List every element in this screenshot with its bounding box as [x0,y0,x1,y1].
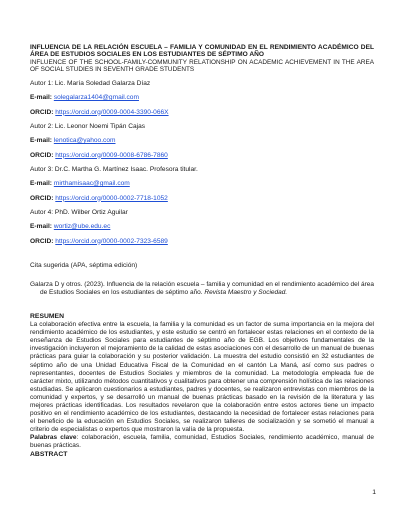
author-2-email-row [30,137,374,145]
author-1-email-link[interactable]: solegalarza1404@gmail.com [53,94,139,102]
author-2-email-link[interactable]: lenotica@yahoo.com [53,137,116,145]
page-number: 1 [372,489,376,496]
author-1-email-row [30,94,374,102]
title-spanish: INFLUENCIA DE LA RELACIÓN ESCUELA – FAMILIA Y COMUNIDAD EN EL RENDIMIENTO ACADÉMICO DEL ÁREA DE ESTUDIOS SOCIALES EN LOS ESTUDIANTES DE SÉPTIMO AÑO [30,44,374,59]
author-4-orcid-link[interactable]: https://orcid.org/0000-0002-7323-6589 [55,237,168,245]
orcid-label: ORCID: [30,151,54,159]
author-3-orcid-link[interactable]: https://orcid.org/0000-0002-7718-1052 [55,194,168,202]
author-1-orcid-link[interactable]: https://orcid.org/0009-0004-3390-066X [55,108,169,116]
author-3-email-link[interactable]: mirthamisaac@gmail.com [53,180,130,188]
email-label: E-mail: [30,94,52,102]
abstract-heading: ABSTRACT [30,450,68,458]
orcid-label: ORCID: [30,194,54,202]
author-1: Autor 1: Lic. María Soledad Galarza Díaz [30,79,151,87]
title-english: INFLUENCE OF THE SCHOOL-FAMILY-COMMUNITY RELATIONSHIP ON ACADEMIC ACHIEVEMENT IN THE AREA OF SOCIAL STUDIES IN SEVENTH GRADE STUDENTS [30,58,374,74]
orcid-label: ORCID: [30,237,54,245]
keywords-text: : colaboración, escuela, familia, comunidad, Estudios Sociales, rendimiento académico, manual de buenas prácticas. [30,434,374,450]
author-1-orcid-row [30,109,374,117]
author-3: Autor 3: Dr.C. Martha G. Martínez Isaac. Profesora titular. [30,165,198,173]
author-2-orcid-link[interactable]: https://orcid.org/0009-0008-6786-7860 [55,151,168,159]
keywords-label: Palabras clave [30,434,77,442]
email-label: E-mail: [30,180,52,188]
author-4-orcid-row [30,238,374,246]
citation [30,281,374,297]
citation-text: Galarza D y otros. (2023). Influencia de la relación escuela – familia y comunidad en el rendimiento académico del área de Estudios Sociales en los estudiantes de séptimo año. [30,280,374,296]
email-label: E-mail: [30,223,52,231]
resumen-body: La colaboración efectiva entre la escuela, la familia y la comunidad es un factor de suma importancia en la mejora del rendimiento académico de los estudiantes, y este estudio se centró en fortalecer estas relaciones en el contexto de la enseñanza de Estudios Sociales para estudiantes de séptimo año de EGB. Los objetivos fundamentales de la investigación incluyeron el mejoramiento de la calidad de estas asociaciones con el desarrollo de un manual de buenas prácticas para guiar la colaboración y su posterior validación. La muestra del estudio consistió en 32 estudiantes de séptimo año de una Unidad Educativa Fiscal de la Comunidad en el cantón La Maná, así como sus padres o representantes, docentes de Estudios Sociales y miembros de la comunidad. La metodología empleada fue de carácter mixto, utilizando métodos cuantitativos y cualitativos para obtener una comprensión holística de las relaciones estudiadas. Se aplicaron cuestionarios a estudiantes, padres y docentes, se realizaron entrevistas con miembros de la comunidad y expertos, y se desarrolló un manual de buenas prácticas basado en la revisión de la literatura y las mejores prácticas identificadas. Los resultados revelaron que la colaboración entre estos actores tiene un impacto positivo en el rendimiento académico de los estudiantes, destacando la necesidad de fortalecer estas relaciones para el beneficio de la educación en Estudios Sociales, se realizaron talleres de socialización y se sometió el manual a criterio de especialistas o expertos que mostraron la valía de la propuesta. [30,321,374,434]
author-4: Autor 4: PhD. Wilber Ortiz Aguilar [30,208,128,216]
author-2: Autor 2: Lic. Leonor Noemi Tipán Cajas [30,122,146,130]
author-4-email-row [30,223,374,231]
author-3-email-row [30,180,374,188]
author-2-orcid-row [30,152,374,160]
citation-label: Cita sugerida (APA, séptima edición) [30,261,138,269]
keywords [30,434,374,450]
email-label: E-mail: [30,137,52,145]
author-3-orcid-row [30,195,374,203]
author-4-email-link[interactable]: wortiz@ube.edu.ec [53,223,111,231]
page-content [30,44,374,458]
citation-journal: Revista Maestro y Sociedad. [204,288,288,296]
orcid-label: ORCID: [30,108,54,116]
resumen-heading: RESUMEN [30,313,64,321]
